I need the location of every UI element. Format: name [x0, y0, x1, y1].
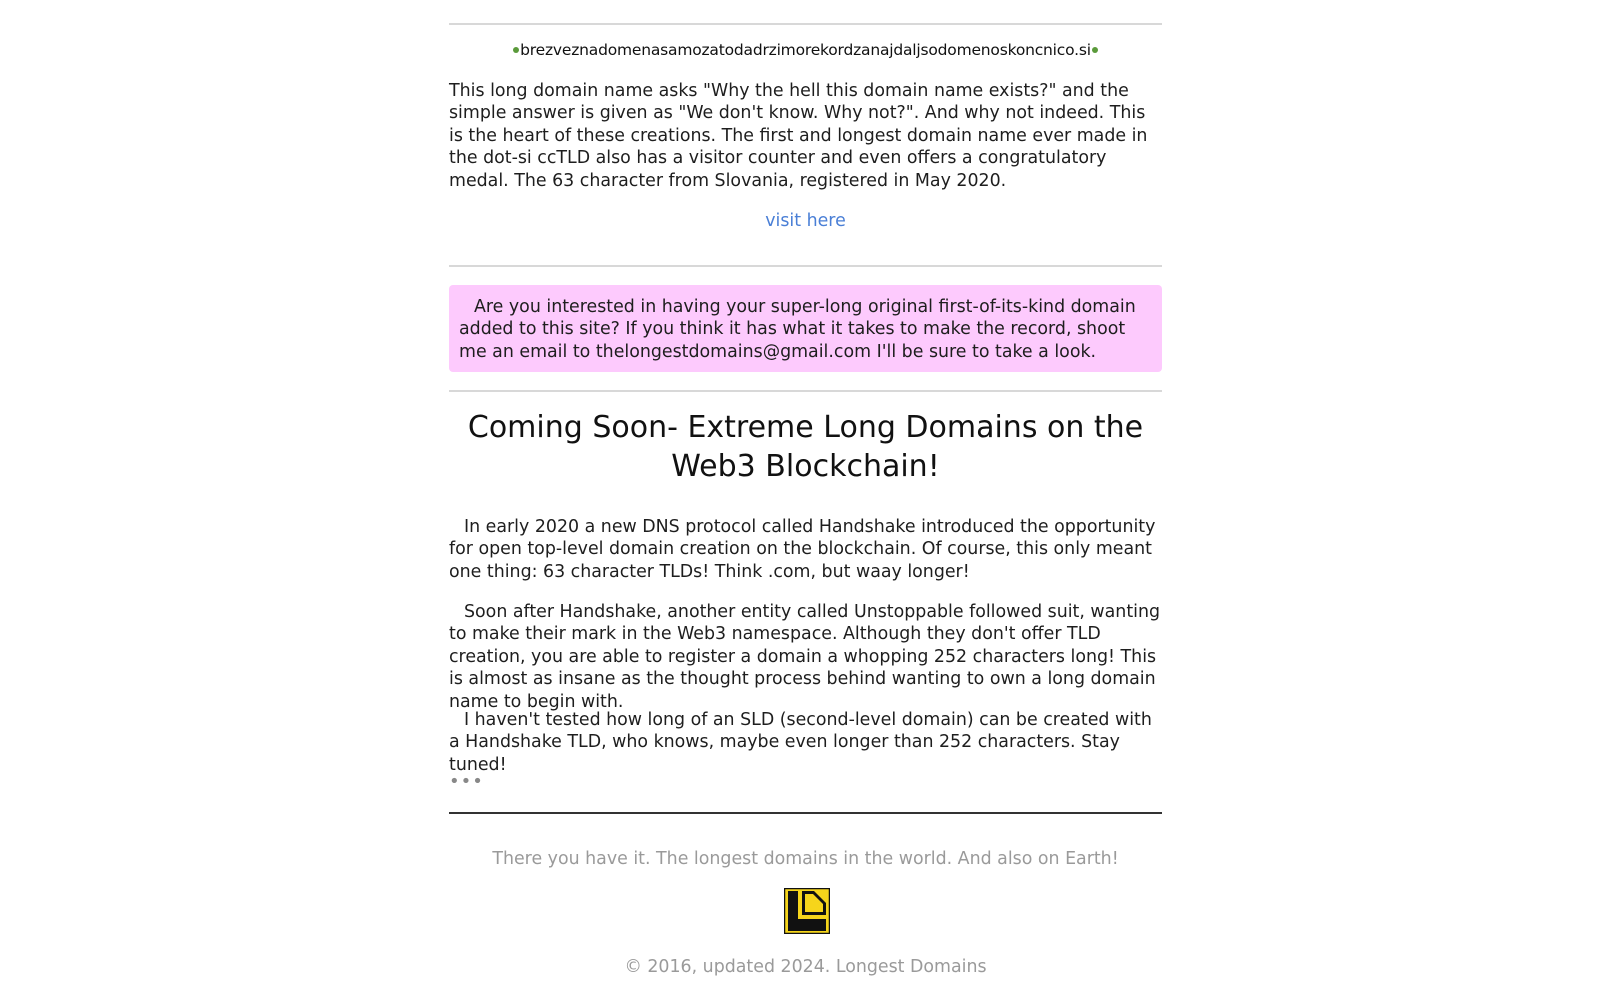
copyright-text: © 2016, updated 2024. Longest Domains — [624, 957, 987, 977]
domain-entry-title — [449, 41, 1162, 59]
footer-divider — [449, 812, 1162, 814]
divider — [449, 23, 1162, 25]
ellipsis-icon: ••• — [449, 771, 484, 792]
divider — [449, 390, 1162, 392]
web3-paragraph: I haven't tested how long of an SLD (second-level domain) can be created with a Handshake TLD, who knows, maybe even longer than 252 characters. Stay tuned! — [449, 710, 1152, 775]
divider — [449, 265, 1162, 267]
domain-description: This long domain name asks "Why the hell this domain name exists?" and the simple answer is given as "We don't know. Why not?". And why not indeed. This is the heart of these creations. The first and longest domain name ever made in the dot-si ccTLD also has a visitor counter and even offers a congratulatory medal. The 63 character from Slovania, registered in May 2020. — [449, 81, 1148, 191]
visit-link[interactable]: visit here — [765, 211, 846, 231]
domain-name: brezveznadomenasamozatodadrzimorekordzanajdaljsodomenoskoncnico.si — [520, 41, 1091, 59]
web3-paragraph: Soon after Handshake, another entity called Unstoppable followed suit, wanting to make their mark in the Web3 namespace. Although they don't offer TLD creation, you are able to register a domain a whopping 252 characters long! This is almost as insane as the thought process behind wanting to own a long domain name to begin with. — [449, 602, 1161, 712]
web3-heading: Coming Soon- Extreme Long Domains on the Web3 Blockchain! — [467, 410, 1144, 484]
submission-callout: Are you interested in having your super-long original first-of-its-kind domain added to this site? If you think it has what it takes to make the record, shoot me an email to thelongestdomains@gmail.com I'll be sure to take a look. — [449, 285, 1162, 372]
footer-tagline: There you have it. The longest domains in the world. And also on Earth! — [492, 849, 1119, 869]
green-dot-icon — [1092, 47, 1098, 53]
green-dot-icon — [513, 47, 519, 53]
longest-domains-logo-icon — [784, 888, 830, 934]
web3-paragraph: In early 2020 a new DNS protocol called Handshake introduced the opportunity for open top-level domain creation on the blockchain. Of course, this only meant one thing: 63 character TLDs! Think .com, but waay longer! — [449, 517, 1156, 582]
